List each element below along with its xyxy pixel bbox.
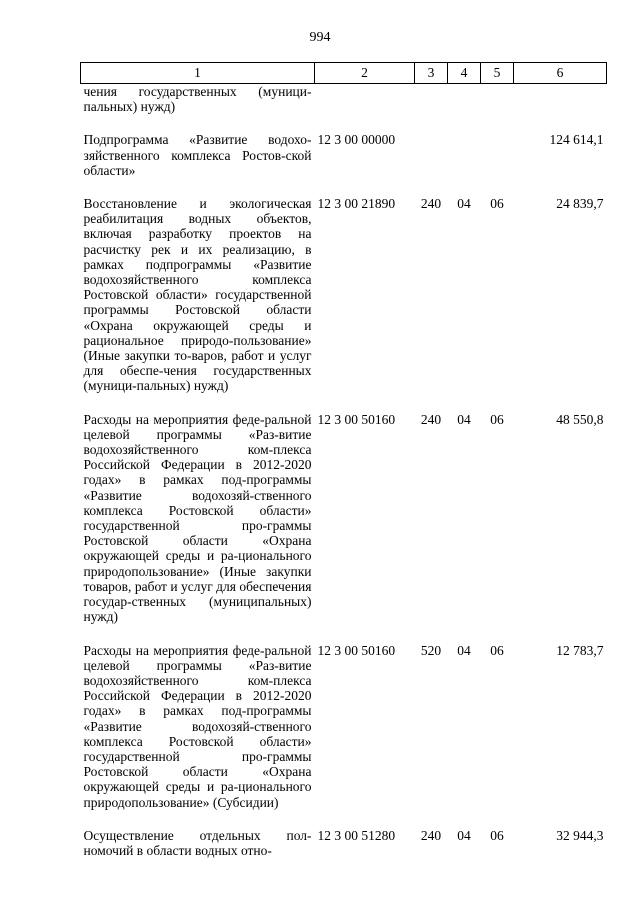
target-article-code: 12 3 00 51280: [317, 827, 396, 843]
section-code: [448, 132, 481, 196]
subsection-code: [481, 132, 514, 196]
subsection-code: 06: [490, 196, 504, 212]
amount: 24 839,7: [556, 196, 604, 212]
subsection-code: 06: [490, 411, 504, 427]
column-header: 2: [315, 63, 415, 84]
section-code: 04: [457, 642, 471, 658]
table-row: [81, 828, 607, 876]
target-article-code: 12 3 00 50160: [317, 642, 396, 658]
expense-type-code: 240: [420, 827, 442, 843]
target-article-code: 12 3 00 00000: [317, 132, 396, 148]
table-row: [81, 132, 607, 196]
column-header: 6: [514, 63, 607, 84]
section-code: 04: [457, 411, 471, 427]
column-header: 5: [481, 63, 514, 84]
column-header: 1: [81, 63, 315, 84]
section-code: 04: [457, 196, 471, 212]
expense-type-code: [415, 84, 448, 133]
expense-type-code: 520: [420, 642, 442, 658]
table-row: [81, 412, 607, 643]
amount: 12 783,7: [556, 642, 604, 658]
amount: 48 550,8: [556, 411, 604, 427]
row-description: Расходы на мероприятия феде-ральной целевой программы «Раз-витие водохозяйственного ком-плекса Российской Федерации в 2012-2020 годах» в рамках под-программы «Развитие водохозяй-ственного комплекса Ростовской области» государственной про-граммы Ростовской области «Охрана окружающей среды и ра-ционального природопользование» (Иные закупки товаров, работ и услуг для обеспечения государ-ственных (муниципальных) нужд): [83, 411, 312, 625]
row-description: Подпрограмма «Развитие водохо-зяйственного комплекса Ростов-ской области»: [83, 132, 312, 178]
row-description: Восстановление и экологическая реабилитация водных объектов, включая разработку проектов на расчистку рек и их реализацию, в рамках подпрограммы «Развитие водохозяйственного комплекса Ростовской области» государственной программы Ростовской области «Охрана окружающей среды и рациональное природо-пользование» (Иные закупки то-варов, работ и услуг для обеспе-чения государственных (муници-пальных) нужд): [83, 196, 312, 394]
subsection-code: [481, 84, 514, 133]
expense-type-code: 240: [420, 411, 442, 427]
section-code: [448, 84, 481, 133]
expense-type-code: [415, 132, 448, 196]
target-article-code: [315, 84, 415, 133]
table-row: [81, 196, 607, 412]
amount: 32 944,3: [556, 827, 604, 843]
column-header: 4: [448, 63, 481, 84]
amount: 124 614,1: [549, 132, 604, 148]
target-article-code: 12 3 00 50160: [317, 411, 396, 427]
expense-type-code: 240: [420, 196, 442, 212]
page-number: 994: [309, 30, 331, 45]
row-description: Осуществление отдельных пол-номочий в области водных отно-: [83, 827, 312, 858]
budget-table: [80, 62, 607, 876]
row-description: Расходы на мероприятия феде-ральной целевой программы «Раз-витие водохозяйственного ком-плекса Российской Федерации в 2012-2020 годах» в рамках под-программы «Развитие водохозяй-ственного комплекса Ростовской области» государственной про-граммы Ростовской области «Охрана окружающей среды и ра-ционального природопользование» (Субсидии): [83, 642, 312, 810]
table-header-row: [81, 63, 607, 84]
amount: [514, 84, 607, 133]
table-row: [81, 84, 607, 133]
table-row: [81, 643, 607, 828]
target-article-code: 12 3 00 21890: [317, 196, 396, 212]
row-description: чения государственных (муници-пальных) нужд): [83, 84, 312, 115]
section-code: 04: [457, 827, 471, 843]
column-header: 3: [415, 63, 448, 84]
subsection-code: 06: [490, 642, 504, 658]
subsection-code: 06: [490, 827, 504, 843]
